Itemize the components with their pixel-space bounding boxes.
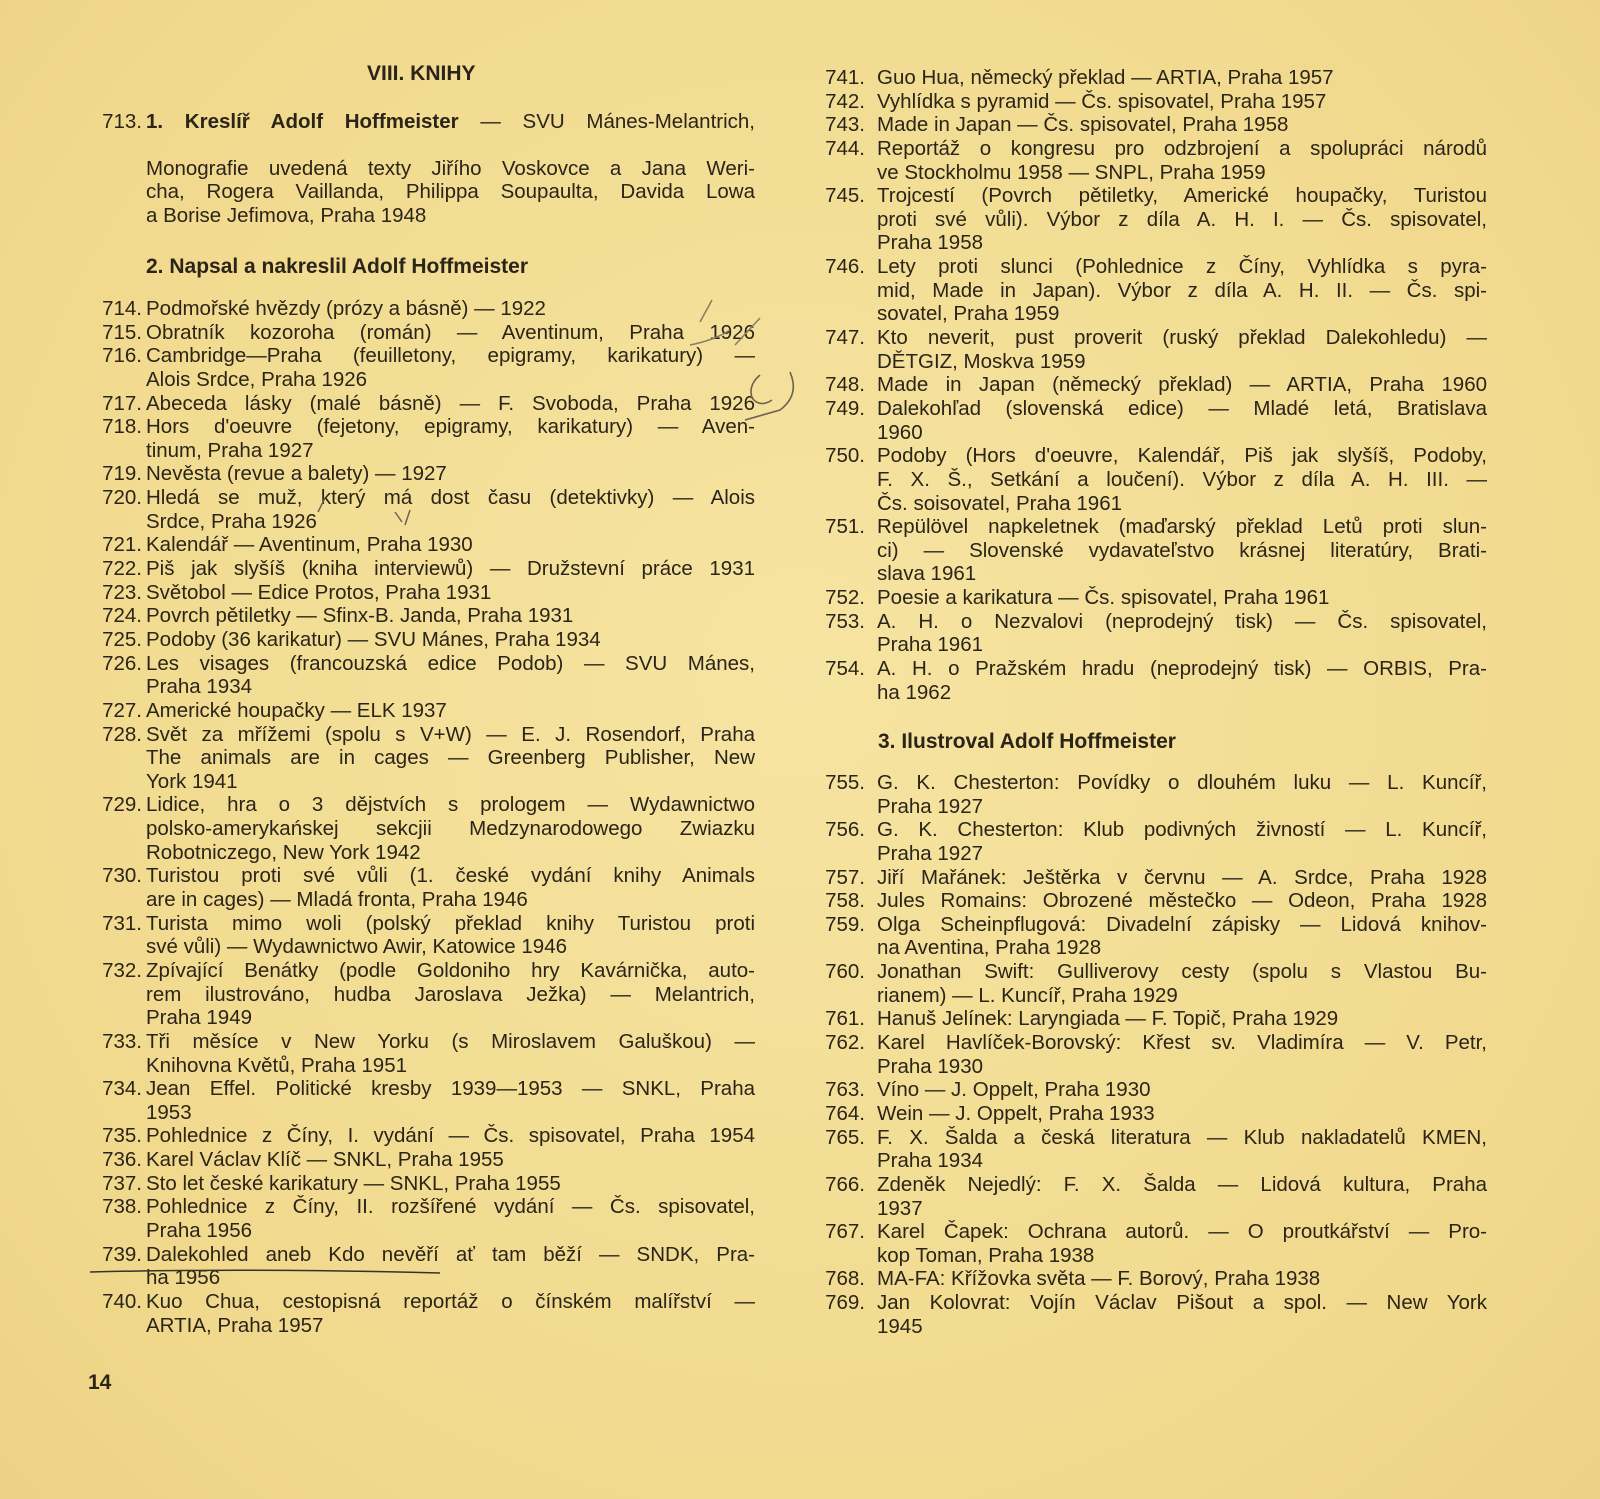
entry-text-line: slava 1961 — [877, 562, 977, 586]
entry-text — [146, 321, 755, 345]
bibliography-entry — [88, 864, 755, 911]
entry-number: 743. — [825, 113, 865, 137]
entry-text-line: Srdce, Praha 1926 — [146, 509, 317, 533]
entry-text-line: Víno — J. Oppelt, Praha 1930 — [877, 1078, 1151, 1102]
entry-number: 722. — [102, 557, 142, 581]
entry-number: 745. — [825, 184, 865, 208]
entry-text — [877, 610, 1487, 657]
entry-text-line: polsko-amerykańskej sekcjii Medzynarodowego Zwiazku — [146, 817, 755, 841]
entry-text-line: 1953 — [146, 1100, 192, 1124]
entry-text-line: Světobol — Edice Protos, Praha 1931 — [146, 580, 492, 604]
entry-713 — [88, 110, 755, 228]
bibliography-entry — [88, 652, 755, 699]
entry-text-line: Čs. soisovatel, Praha 1961 — [877, 491, 1122, 515]
entry-text-line: Praha 1961 — [877, 633, 984, 657]
entry-text — [877, 113, 1487, 137]
entry-text-line: Kto neverit, pust proverit (ruský překlad Dalekohledu) — — [877, 326, 1487, 350]
bibliography-entry — [88, 628, 755, 652]
bibliography-entry — [88, 1195, 755, 1242]
entry-text-line: ha 1956 — [146, 1266, 221, 1290]
entry-number: 718. — [102, 415, 142, 439]
entry-number: 733. — [102, 1029, 142, 1053]
bibliography-entry — [811, 444, 1487, 515]
entry-text-line: A. H. o Pražském hradu (neprodejný tisk) — ORBIS, Pra- — [877, 657, 1487, 681]
bibliography-entry — [811, 586, 1487, 610]
entry-number: 746. — [825, 255, 865, 279]
bibliography-entry — [811, 960, 1487, 1007]
entry-text-line: na Aventina, Praha 1928 — [877, 936, 1102, 960]
entry-text-line: rianem) — L. Kuncíř, Praha 1929 — [877, 983, 1178, 1007]
entry-text-line: Karel Čapek: Ochrana autorů. — O proutkářství — Pro- — [877, 1220, 1487, 1244]
entry-text-line: Kalendář — Aventinum, Praha 1930 — [146, 533, 473, 557]
bibliography-entry — [88, 297, 755, 321]
entry-text-line: Praha 1934 — [146, 675, 253, 699]
entry-text-line: 1960 — [877, 420, 923, 444]
entry-text — [877, 889, 1487, 913]
entry-text-line: Monografie uvedená texty Jiřího Voskovce a Jana Weri- — [146, 156, 755, 180]
entry-text-line: Svět za mřížemi (spolu s V+W) — E. J. Rosendorf, Praha — [146, 722, 755, 746]
entry-number: 756. — [825, 818, 865, 842]
entry-text-line: Jean Effel. Politické kresby 1939—1953 — SNKL, Praha — [146, 1077, 755, 1101]
bibliography-entry — [811, 373, 1487, 397]
entry-number: 715. — [102, 320, 142, 344]
entry-text-line: Praha 1930 — [877, 1054, 984, 1078]
bibliography-entry — [88, 462, 755, 486]
entry-text-line: Turista mimo woli (polský překlad knihy Turistou proti — [146, 911, 755, 935]
entry-text-line: Trojcestí (Povrch pětiletky, Americké houpačky, Turistou — [877, 184, 1487, 208]
entry-text — [146, 959, 755, 1030]
entry-number: 716. — [102, 344, 142, 368]
entry-text — [877, 444, 1487, 515]
entry-text-line: Lety proti slunci (Pohlednice z Číny, Vyhlídka s pyra- — [877, 255, 1487, 279]
bibliography-entry — [88, 344, 755, 391]
entry-text-line: Poesie a karikatura — Čs. spisovatel, Praha 1961 — [877, 586, 1330, 610]
entry-number: 735. — [102, 1124, 142, 1148]
entry-number: 767. — [825, 1220, 865, 1244]
bibliography-entry — [811, 255, 1487, 326]
entry-text-line: Hanuš Jelínek: Laryngiada — F. Topič, Praha 1929 — [877, 1007, 1339, 1031]
entry-text-line: Obratník kozoroha (román) — Aventinum, Praha 1926 — [146, 320, 755, 344]
entry-text-line: Praha 1949 — [146, 1006, 253, 1030]
entry-text-line: 1937 — [877, 1196, 923, 1220]
entry-text — [877, 1031, 1487, 1078]
entry-text-line: Kuo Chua, cestopisná reportáž o čínském malířství — — [146, 1289, 755, 1313]
entry-number: 731. — [102, 911, 142, 935]
bibliography-entry — [88, 793, 755, 864]
entry-text — [146, 344, 755, 391]
entry-text-line: Piš jak slyšíš (kniha interviewů) — Družstevní práce 1931 — [146, 557, 755, 581]
entry-text — [146, 793, 755, 864]
entry-text — [146, 533, 755, 557]
entry-text-line: Praha 1927 — [877, 794, 984, 818]
entry-text-line: proti své vůli). Výbor z díla A. H. I. — Čs. spisovatel, — [877, 207, 1487, 231]
entry-text-line: Abeceda lásky (malé básně) — F. Svoboda, Praha 1926 — [146, 391, 755, 415]
entry-text-line: ci) — Slovenské vydavateľstvo krásnej literatúry, Brati- — [877, 538, 1487, 562]
entry-text — [877, 1126, 1487, 1173]
entry-number: 719. — [102, 462, 142, 486]
entry-text — [877, 913, 1487, 960]
entry-text — [877, 1007, 1487, 1031]
entry-number: 724. — [102, 604, 142, 628]
entry-text — [146, 1172, 755, 1196]
entry-text — [146, 864, 755, 911]
entry-text-line: are in cages) — Mladá fronta, Praha 1946 — [146, 888, 528, 912]
bibliography-entry — [811, 1031, 1487, 1078]
entry-text-line: DĚTGIZ, Moskva 1959 — [877, 349, 1086, 373]
bibliography-entry — [811, 610, 1487, 657]
entry-text — [877, 960, 1487, 1007]
entry-number: 726. — [102, 651, 142, 675]
bibliography-entry — [811, 1102, 1487, 1126]
bibliography-entry — [811, 113, 1487, 137]
entry-text-line: Repülövel napkeletnek (maďarský překlad Letů proti slun- — [877, 515, 1487, 539]
bibliography-entry — [811, 397, 1487, 444]
bibliography-entry — [811, 137, 1487, 184]
entry-text — [146, 581, 755, 605]
entry-text-line: kop Toman, Praha 1938 — [877, 1243, 1095, 1267]
entry-text — [877, 184, 1487, 255]
entry-number: 757. — [825, 865, 865, 889]
entry-text — [877, 1291, 1487, 1338]
entry-713-title: 1. Kreslíř Adolf Hoffmeister — [146, 110, 459, 133]
bibliography-entry — [811, 66, 1487, 90]
entry-text-line: Pohlednice z Číny, II. rozšířené vydání — Čs. spisovatel, — [146, 1195, 755, 1219]
entry-text-line: Americké houpačky — ELK 1937 — [146, 698, 447, 722]
entry-text-line: Podoby (36 karikatur) — SVU Mánes, Praha 1934 — [146, 627, 601, 651]
entry-713-publisher: — SVU Mánes-Melantrich, — [458, 110, 755, 133]
entry-text — [877, 1173, 1487, 1220]
bibliography-entry — [811, 866, 1487, 890]
subheading-written-and-drawn: 2. Napsal a nakreslil Adolf Hoffmeister — [146, 255, 529, 278]
entry-text — [146, 557, 755, 581]
bibliography-entry — [811, 1267, 1487, 1291]
entry-text — [146, 392, 755, 416]
entry-text-line: Podoby (Hors d'oeuvre, Kalendář, Piš jak slyšíš, Podoby, — [877, 444, 1487, 468]
entry-number: 763. — [825, 1078, 865, 1102]
right-entry-list-books — [811, 66, 1487, 704]
bibliography-entry — [88, 557, 755, 581]
entry-text-line: Pohlednice z Číny, I. vydání — Čs. spisovatel, Praha 1954 — [146, 1124, 755, 1148]
entry-number: 751. — [825, 515, 865, 539]
entry-text-line: Karel Václav Klíč — SNKL, Praha 1955 — [146, 1148, 504, 1172]
entry-text — [877, 326, 1487, 373]
entry-text — [877, 373, 1487, 397]
entry-number: 766. — [825, 1172, 865, 1196]
entry-text-line: a Borise Jefimova, Praha 1948 — [146, 203, 427, 227]
bibliography-entry — [88, 533, 755, 557]
entry-number: 738. — [102, 1195, 142, 1219]
entry-text-line: Olga Scheinpflugová: Divadelní zápisky — Lidová knihov- — [877, 912, 1487, 936]
entry-number: 728. — [102, 722, 142, 746]
entry-number: 725. — [102, 627, 142, 651]
entry-text-line: cha, Rogera Vaillanda, Philippa Soupaulta, Davida Lowa — [146, 180, 755, 204]
entry-number: 748. — [825, 373, 865, 397]
entry-number: 730. — [102, 864, 142, 888]
entry-text-line: Zpívající Benátky (podle Goldoniho hry Kavárnička, auto- — [146, 958, 755, 982]
entry-number: 750. — [825, 444, 865, 468]
entry-text-line: Cambridge—Praha (feuilletony, epigramy, karikatury) — — [146, 344, 755, 368]
entry-text-line: F. X. Š., Setkání a loučení). Výbor z díla A. H. III. — — [877, 467, 1487, 491]
entry-text — [877, 137, 1487, 184]
entry-text-line: Povrch pětiletky — Sfinx-B. Janda, Praha 1931 — [146, 604, 574, 628]
entry-text — [146, 723, 755, 794]
entry-text-line: A. H. o Nezvalovi (neprodejný tisk) — Čs. spisovatel, — [877, 609, 1487, 633]
bibliography-entry — [811, 90, 1487, 114]
entry-text — [146, 699, 755, 723]
entry-number: 723. — [102, 580, 142, 604]
bibliography-entry — [811, 818, 1487, 865]
entry-text — [146, 1124, 755, 1148]
entry-text-line: Tři měsíce v New Yorku (s Miroslavem Galuškou) — — [146, 1029, 755, 1053]
entry-text-line: G. K. Chesterton: Klub podivných živností — L. Kuncíř, — [877, 818, 1487, 842]
entry-text-line: mid, Made in Japan). Výbor z díla A. H. II. — Čs. spi- — [877, 278, 1487, 302]
entry-text-line: Les visages (francouzská edice Podob) — SVU Mánes, — [146, 651, 755, 675]
entry-text-line: Turistou proti své vůli (1. české vydání knihy Animals — [146, 864, 755, 888]
entry-text — [877, 818, 1487, 865]
entry-number: 749. — [825, 396, 865, 420]
entry-number: 769. — [825, 1291, 865, 1315]
entry-text — [146, 1148, 755, 1172]
entry-text-line: Wein — J. Oppelt, Praha 1933 — [877, 1101, 1155, 1125]
entry-text-line: Jules Romains: Obrozené městečko — Odeon, Praha 1928 — [877, 889, 1487, 913]
entry-text — [877, 397, 1487, 444]
entry-text — [146, 912, 755, 959]
entry-text-line: tinum, Praha 1927 — [146, 438, 314, 462]
entry-text-line: Dalekohled aneb Kdo nevěří ať tam běží — SNDK, Pra- — [146, 1242, 755, 1266]
bibliography-entry — [811, 1291, 1487, 1338]
entry-number: 737. — [102, 1171, 142, 1195]
entry-number: 727. — [102, 698, 142, 722]
entry-number: 717. — [102, 391, 142, 415]
entry-number: 752. — [825, 586, 865, 610]
entry-number: 721. — [102, 533, 142, 557]
bibliography-entry — [88, 723, 755, 794]
bibliography-entry — [811, 913, 1487, 960]
entry-text-line: Hors d'oeuvre (fejetony, epigramy, karikatury) — Aven- — [146, 415, 755, 439]
entry-text-line: Made in Japan — Čs. spisovatel, Praha 1958 — [877, 113, 1289, 137]
entry-text — [877, 586, 1487, 610]
entry-number: 755. — [825, 771, 865, 794]
bibliography-entry — [88, 699, 755, 723]
entry-text — [877, 1220, 1487, 1267]
entry-text — [877, 771, 1487, 818]
entry-number: 734. — [102, 1077, 142, 1101]
entry-number: 762. — [825, 1031, 865, 1055]
section-title: VIII. KNIHY — [367, 62, 476, 85]
entry-number: 764. — [825, 1101, 865, 1125]
entry-text-line: G. K. Chesterton: Povídky o dlouhém luku — L. Kuncíř, — [877, 771, 1487, 794]
entry-text-line: Praha 1927 — [877, 841, 984, 865]
entry-text-line: Zdeněk Nejedlý: F. X. Šalda — Lidová kultura, Praha — [877, 1172, 1487, 1196]
entry-text-line: Karel Havlíček-Borovský: Křest sv. Vladimíra — V. Petr, — [877, 1031, 1487, 1055]
bibliography-entry — [811, 515, 1487, 586]
bibliography-entry — [88, 486, 755, 533]
bibliography-entry — [811, 326, 1487, 373]
entry-text-line: Dalekohľad (slovenská edice) — Mladé letá, Bratislava — [877, 396, 1487, 420]
subheading-illustrated: 3. Ilustroval Adolf Hoffmeister — [878, 730, 1176, 753]
entry-number: 742. — [825, 89, 865, 113]
entry-text — [146, 297, 755, 321]
entry-text-line: Vyhlídka s pyramid — Čs. spisovatel, Praha 1957 — [877, 89, 1327, 113]
bibliography-entry — [88, 604, 755, 628]
entry-text — [877, 255, 1487, 326]
entry-text — [877, 866, 1487, 890]
entry-number: 758. — [825, 889, 865, 913]
bibliography-entry — [88, 1124, 755, 1148]
entry-text-line: Praha 1934 — [877, 1149, 984, 1173]
entry-text-line: Jonathan Swift: Gulliverovy cesty (spolu s Vlastou Bu- — [877, 960, 1487, 984]
entry-text-line: Guo Hua, německý překlad — ARTIA, Praha 1957 — [877, 66, 1334, 89]
entry-text-line: Alois Srdce, Praha 1926 — [146, 367, 368, 391]
bibliography-entry — [88, 1030, 755, 1077]
entry-text-line: Podmořské hvězdy (prózy a básně) — 1922 — [146, 297, 546, 320]
bibliography-entry — [811, 889, 1487, 913]
bibliography-entry — [88, 415, 755, 462]
page-number: 14 — [88, 1371, 112, 1394]
entry-text — [146, 628, 755, 652]
entry-text-line: Reportáž o kongresu pro odzbrojení a spolupráci národů — [877, 136, 1487, 160]
bibliography-entry — [811, 1078, 1487, 1102]
bibliography-entry — [88, 1172, 755, 1196]
entry-number: 768. — [825, 1267, 865, 1291]
entry-number: 729. — [102, 793, 142, 817]
bibliography-entry — [88, 581, 755, 605]
entry-number: 736. — [102, 1148, 142, 1172]
bibliography-entry — [811, 1173, 1487, 1220]
bibliography-entry — [811, 184, 1487, 255]
bibliography-entry — [88, 1243, 755, 1290]
entry-number: 714. — [102, 297, 142, 320]
entry-number: 732. — [102, 958, 142, 982]
entry-text — [146, 1243, 755, 1290]
entry-text-line: Jiří Mařánek: Ještěrka v červnu — A. Srdce, Praha 1928 — [877, 865, 1487, 889]
bibliography-entry — [811, 1126, 1487, 1173]
entry-number: 720. — [102, 486, 142, 510]
entry-text-line: rem ilustrováno, hudba Jaroslava Ježka) — Melantrich, — [146, 982, 755, 1006]
bibliography-entry — [811, 771, 1487, 818]
entry-text — [146, 1290, 755, 1337]
bibliography-entry — [811, 657, 1487, 704]
entry-number: 744. — [825, 136, 865, 160]
entry-number: 747. — [825, 326, 865, 350]
entry-713-description — [146, 157, 755, 228]
entry-number: 765. — [825, 1125, 865, 1149]
entry-text-line: Hledá se muž, který má dost času (detektivky) — Alois — [146, 486, 755, 510]
entry-text-line: Robotniczego, New York 1942 — [146, 840, 421, 864]
entry-text-line: Made in Japan (německý překlad) — ARTIA, Praha 1960 — [877, 373, 1487, 397]
entry-text-line: Sto let české karikatury — SNKL, Praha 1955 — [146, 1171, 561, 1195]
entry-text-line: The animals are in cages — Greenberg Publisher, New — [146, 746, 755, 770]
entry-number: 740. — [102, 1289, 142, 1313]
entry-text-line: York 1941 — [146, 769, 238, 793]
entry-text-line: Praha 1958 — [877, 231, 984, 255]
entry-text — [877, 1078, 1487, 1102]
bibliography-entry — [88, 912, 755, 959]
bibliography-entry — [88, 1290, 755, 1337]
entry-text — [877, 1267, 1487, 1291]
entry-text-line: Knihovna Květů, Praha 1951 — [146, 1053, 407, 1077]
left-entry-list — [88, 297, 755, 1337]
entry-number: 760. — [825, 960, 865, 984]
entry-text — [146, 462, 755, 486]
entry-text-line: Nevěsta (revue a balety) — 1927 — [146, 462, 447, 486]
entry-text-line: Praha 1956 — [146, 1218, 253, 1242]
entry-number: 753. — [825, 609, 865, 633]
entry-text-line: F. X. Šalda a česká literatura — Klub nakladatelů KMEN, — [877, 1125, 1487, 1149]
entry-text-line: Lidice, hra o 3 dějstvích s prologem — Wydawnictwo — [146, 793, 755, 817]
bibliography-entry — [811, 1220, 1487, 1267]
entry-number: 759. — [825, 912, 865, 936]
entry-text-line: ve Stockholmu 1958 — SNPL, Praha 1959 — [877, 160, 1266, 184]
right-entry-list-illustrated — [811, 771, 1487, 1338]
entry-text — [877, 66, 1487, 90]
bibliography-entry — [811, 1007, 1487, 1031]
bibliography-entry — [88, 959, 755, 1030]
entry-text-line: sovatel, Praha 1959 — [877, 302, 1060, 326]
entry-number: 713. — [102, 110, 142, 133]
entry-text-line: ARTIA, Praha 1957 — [146, 1313, 324, 1337]
entry-text — [877, 515, 1487, 586]
entry-text-line: své vůli) — Wydawnictwo Awir, Katowice 1946 — [146, 935, 568, 959]
entry-text-line: MA-FA: Křížovka světa — F. Borový, Praha 1938 — [877, 1267, 1321, 1291]
entry-text — [146, 1195, 755, 1242]
entry-text-line: ha 1962 — [877, 680, 952, 704]
entry-text — [146, 1030, 755, 1077]
entry-text — [146, 486, 755, 533]
entry-number: 741. — [825, 66, 865, 89]
bibliography-entry — [88, 1077, 755, 1124]
entry-text-line: 1945 — [877, 1314, 923, 1338]
bibliography-entry — [88, 321, 755, 345]
entry-text — [877, 90, 1487, 114]
entry-text — [146, 604, 755, 628]
entry-text — [146, 652, 755, 699]
entry-number: 754. — [825, 657, 865, 681]
entry-number: 761. — [825, 1007, 865, 1031]
entry-text — [146, 1077, 755, 1124]
bibliography-entry — [88, 1148, 755, 1172]
entry-text-line: Jan Kolovrat: Vojín Václav Pišout a spol. — New York — [877, 1291, 1487, 1315]
entry-text — [877, 1102, 1487, 1126]
bibliography-entry — [88, 392, 755, 416]
entry-text — [146, 415, 755, 462]
entry-text — [877, 657, 1487, 704]
entry-number: 739. — [102, 1242, 142, 1266]
